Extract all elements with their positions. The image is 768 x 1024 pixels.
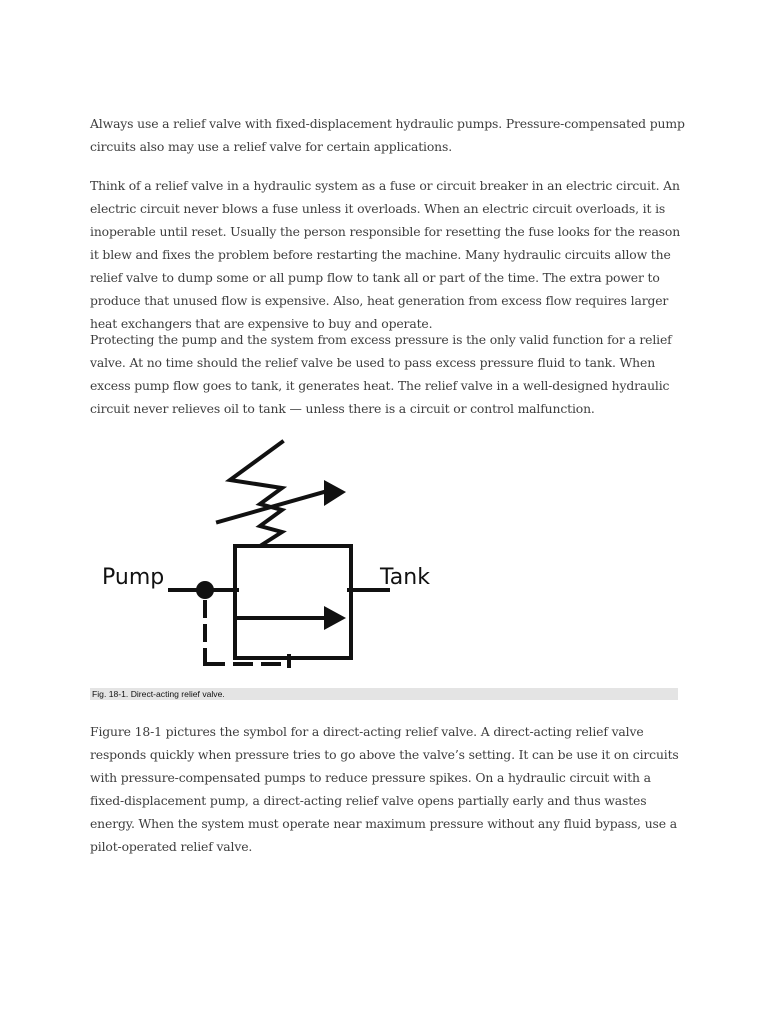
paragraph-valid-function: Protecting the pump and the system from excess pressure is the only valid function for a relief valve. At no time should the relief valve be used to pass excess pressure fluid to tank. When excess pump flow goes to tank, it generates heat. The relief valve in a well-designed hydraulic circuit never relieves oil to tank — unless there is a circuit or control malfunction. <box>90 332 672 416</box>
tank-label: Tank <box>380 565 430 590</box>
pump-label: Pump <box>102 565 165 590</box>
pump-junction-dot <box>196 581 214 599</box>
paragraph-relief-valve-usage: Always use a relief valve with fixed-displacement hydraulic pumps. Pressure-compensated pump circuits also may use a relief valve for certain applications. <box>90 116 685 154</box>
figure-caption: Fig. 18-1. Direct-acting relief valve. <box>92 689 225 699</box>
spring-zigzag <box>230 442 282 546</box>
flow-arrowhead <box>324 606 346 630</box>
adjustment-arrowhead <box>324 480 346 506</box>
figure-caption-bar <box>90 688 678 700</box>
relief-valve-symbol <box>92 430 472 682</box>
valve-body <box>235 546 351 658</box>
relief-valve-diagram <box>92 430 472 682</box>
paragraph-fuse-analogy: Think of a relief valve in a hydraulic system as a fuse or circuit breaker in an electric circuit. An electric circuit never blows a fuse unless it overloads. When an electric circuit overloads, it is inoperable until reset. Usually the person responsible for resetting the fuse looks for the reason it blew and fixes the problem before restarting the machine. Many hydraulic circuits allow the relief valve to dump some or all pump flow to tank all or part of the time. The extra power to produce that unused flow is expensive. Also, heat generation from excess flow requires larger heat exchangers that are expensive to buy and operate. <box>90 178 681 331</box>
paragraph-figure-description: Figure 18-1 pictures the symbol for a direct-acting relief valve. A direct-acting relief valve responds quickly when pressure tries to go above the valve’s setting. It can be use it on circuits with pressure-compensated pumps to reduce pressure spikes. On a hydraulic circuit with a fixed-displacement pump, a direct-acting relief valve opens partially early and thus wastes energy. When the system must operate near maximum pressure without any fluid bypass, use a pilot-operated relief valve. <box>90 724 679 854</box>
